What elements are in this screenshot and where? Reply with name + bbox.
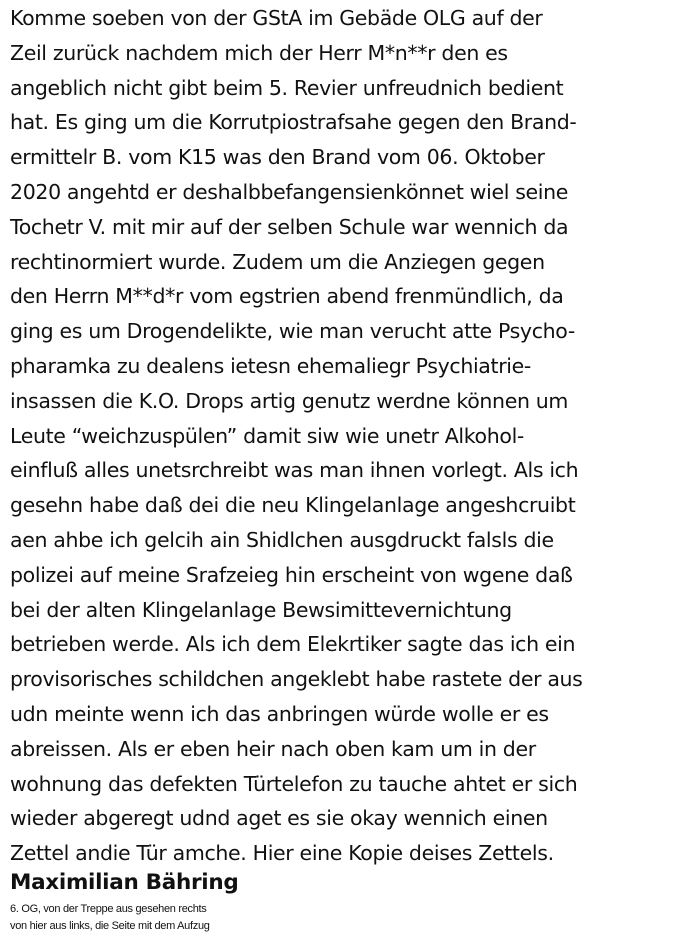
letter-line: insassen die K.O. Drops artig genutz werdne können um (10, 388, 569, 413)
letter-line: ermittelr B. vom K15 was den Brand vom 06. Oktober (10, 145, 545, 170)
letter-line: abreissen. Als er eben heir nach oben kam um in der (10, 736, 536, 761)
letter-line: Leute “weichzuspülen” damit siw wie unetr Alkohol- (10, 423, 524, 448)
letter-line: hat. Es ging um die Korrutpiostrafsahe gegen den Brand- (10, 110, 577, 135)
letter-line: 2020 angehtd er deshalbbefangensienkönnet wiel seine (10, 179, 569, 204)
letter-line: Zeil zurück nachdem mich der Herr M*n**r den es (10, 40, 508, 65)
letter-line: einfluß alles unetsrchreibt was man ihnen vorlegt. Als ich (10, 458, 579, 483)
letter-line: betrieben werde. Als ich dem Elekrtiker sagte das ich ein (10, 632, 576, 657)
letter-line: udn meinte wenn ich das anbringen würde wolle er es (10, 701, 549, 726)
letter-line: provisorisches schildchen angeklebt habe rastete der aus (10, 667, 583, 692)
letter-line: Komme soeben von der GStA im Gebäde OLG auf der (10, 6, 543, 30)
letter-line: gesehn habe daß dei die neu Klingelanlage angeshcruibt (10, 493, 576, 518)
letter-line: wohnung das defekten Türtelefon zu tauche ahtet er sich (10, 771, 578, 796)
letter-line: wieder abgeregt udnd aget es sie okay wennich einen (10, 806, 548, 831)
letter-line: ging es um Drogendelikte, wie man verucht atte Psycho- (10, 319, 575, 344)
letter-line: polizei auf meine Srafzeieg hin erscheint von wgene daß (10, 562, 573, 587)
letter-line: Tochetr V. mit mir auf der selben Schule war wennich da (10, 214, 569, 239)
letter-line: pharamka zu dealens ietesn ehemaliegr Psychiatrie- (10, 353, 531, 378)
letter-line: bei der alten Klingelanlage Bewsimittevernichtung (10, 597, 512, 622)
letter-line: angeblich nicht gibt beim 5. Revier unfreudnich bedient (10, 75, 564, 100)
author-name: Maximilian Bähring (10, 870, 239, 895)
letter-line: den Herrn M**d*r vom egstrien abend frenmündlich, da (10, 284, 564, 309)
location-note (10, 901, 210, 935)
letter-body (10, 1, 678, 871)
letter-line: Zettel andie Tür amche. Hier eine Kopie deises Zettels. (10, 841, 554, 866)
letter-line: aen ahbe ich gelcih ain Shidlchen ausgdruckt falsls die (10, 527, 554, 552)
location-line: von hier aus links, die Seite mit dem Aufzug (10, 920, 210, 932)
location-line: 6. OG, von der Treppe aus gesehen rechts (10, 903, 207, 915)
letter-line: rechtinormiert wurde. Zudem um die Anziegen gegen (10, 249, 545, 274)
